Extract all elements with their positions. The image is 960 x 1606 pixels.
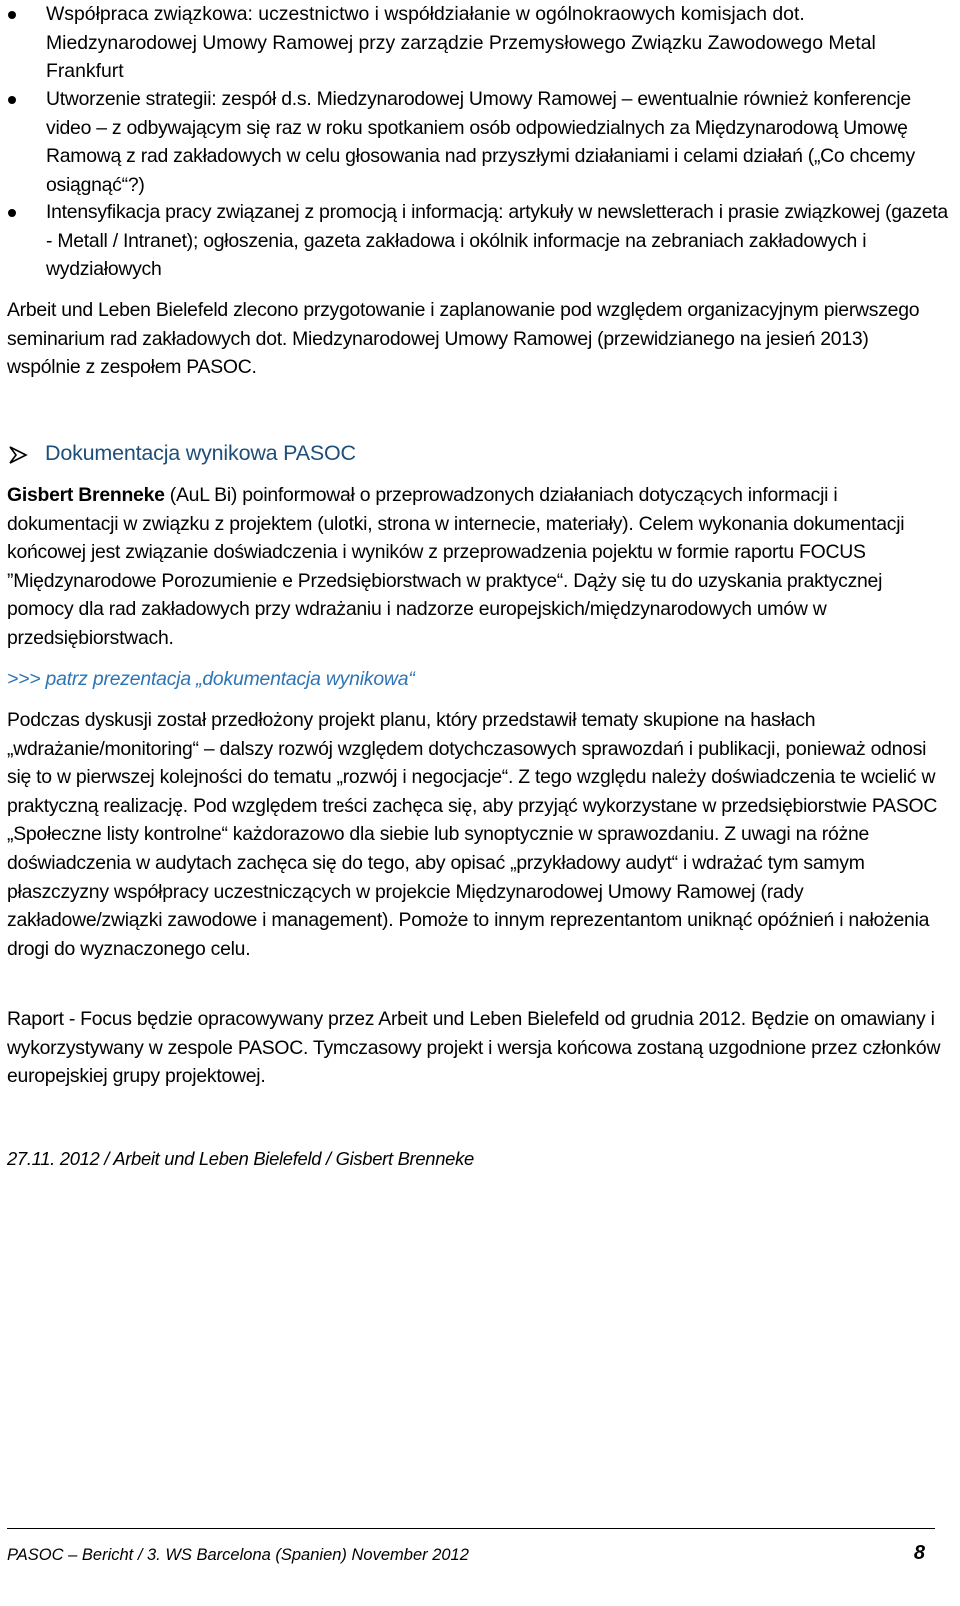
page-number: 8 <box>913 1542 925 1564</box>
bullet-item <box>0 198 950 284</box>
footer-divider <box>7 1528 935 1529</box>
presentation-link[interactable]: >>> patrz prezentacja „dokumentacja wynikowa“ <box>7 668 415 690</box>
signature-line: 27.11. 2012 / Arbeit und Leben Bielefeld / Gisbert Brenneke <box>7 1148 474 1169</box>
bullet-dot-icon <box>8 96 16 104</box>
bullet-dot-icon <box>8 209 16 217</box>
paragraph-podczas: Podczas dyskusji został przedłożony projekt planu, który przedstawił tematy skupione na hasłach „wdrażanie/monitoring“ – dalszy rozwój względem dotychczasowych sprawozdań i publikacji, ponieważ odnosi się to w pierwszej kolejności do tematu „rozwój i negocjacje“. Z tego względu należy doświadczenia te wcielić w praktyczną realizację. Pod względem treści zachęca się, aby przyjąć wykorzystane w przedsiębiorstwie PASOC „Społeczne listy kontrolne“ każdorazowo dla siebie lub synoptycznie w sprawozdaniu. Z uwagi na różne doświadczenia w audytach zachęca się do tego, aby opisać „przykładowy audyt“ i wdrażać tym samym płaszczyzny współpracy uczestniczących w projekcie Międzynarodowej Umowy Ramowej (rady zakładowe/związki zawodowe i management). Pomoże to innym reprezentantom uniknąć opóźnień i nałożenia drogi do wyznaczonego celu. <box>7 709 938 960</box>
bullet-text: Współpraca związkowa: uczestnictwo i współdziałanie w ogólnokraowych komisjach dot. Miedzynarodowej Umowy Ramowej przy zarządzie Przemysłowego Związku Zawodowego Metal Frankfurt <box>46 3 876 83</box>
section-heading <box>7 438 907 470</box>
paragraph-raport: Raport - Focus będzie opracowywany przez Arbeit und Leben Bielefeld od grudnia 2012. Będzie on omawiany i wykorzystywany w zespole PASOC. Tymczasowy projekt i wersja końcowa zostaną uzgodnione przez członków europejskiej grupy projektowej. <box>7 1008 941 1088</box>
heading-text: Dokumentacja wynikowa PASOC <box>45 441 356 465</box>
author-name: Gisbert Brenneke <box>7 484 165 506</box>
arrow-bullet-icon <box>7 444 29 466</box>
paragraph-arbeit: Arbeit und Leben Bielefeld zlecono przygotowanie i zaplanowanie pod względem organizacyjnym pierwszego seminarium rad zakładowych dot. Miedzynarodowej Umowy Ramowej (przewidzianego na jesień 2013) wspólnie z zespołem PASOC. <box>7 299 920 379</box>
bullet-item <box>0 0 950 86</box>
footer-text: PASOC – Bericht / 3. WS Barcelona (Spanien) November 2012 <box>7 1546 469 1564</box>
paragraph-gisbert <box>7 481 947 653</box>
bullet-dot-icon <box>8 11 16 19</box>
bullet-text: Utworzenie strategii: zespół d.s. Miedzynarodowej Umowy Ramowej – ewentualnie również konferencje video – z odbywającym się raz w roku spotkaniem osób odpowiedzialnych za Międzynarodową Umowę Ramową z rad zakładowych w celu głosowania nad przyszłymi działaniami i celami działań („Co chcemy osiągnąć“?) <box>46 88 915 196</box>
bullet-item <box>0 85 950 199</box>
paragraph-gisbert-text: (AuL Bi) poinformował o przeprowadzonych działaniach dotyczących informacji i dokumentacji w związku z projektem (ulotki, strona w internecie, materiały). Celem wykonania dokumentacji końcowej jest związanie doświadczenia i wyników z przeprowadzenia pojektu w formie raportu FOCUS ”Międzynarodowe Porozumienie e Przedsiębiorstwach w praktyce“. Dąży się tu do uzyskania praktycznej pomocy dla rad zakładowych przy wdrażaniu i nadzorze europejskich/międzynarodowych umów w przedsiębiorstwach. <box>7 484 905 649</box>
bullet-text: Intensyfikacja pracy związanej z promocją i informacją: artykuły w newsletterach i prasie związkowej (gazeta - Metall / Intranet); ogłoszenia, gazeta zakładowa i okólnik informacje na zebraniach zakładowych i wydziałowych <box>46 201 948 281</box>
